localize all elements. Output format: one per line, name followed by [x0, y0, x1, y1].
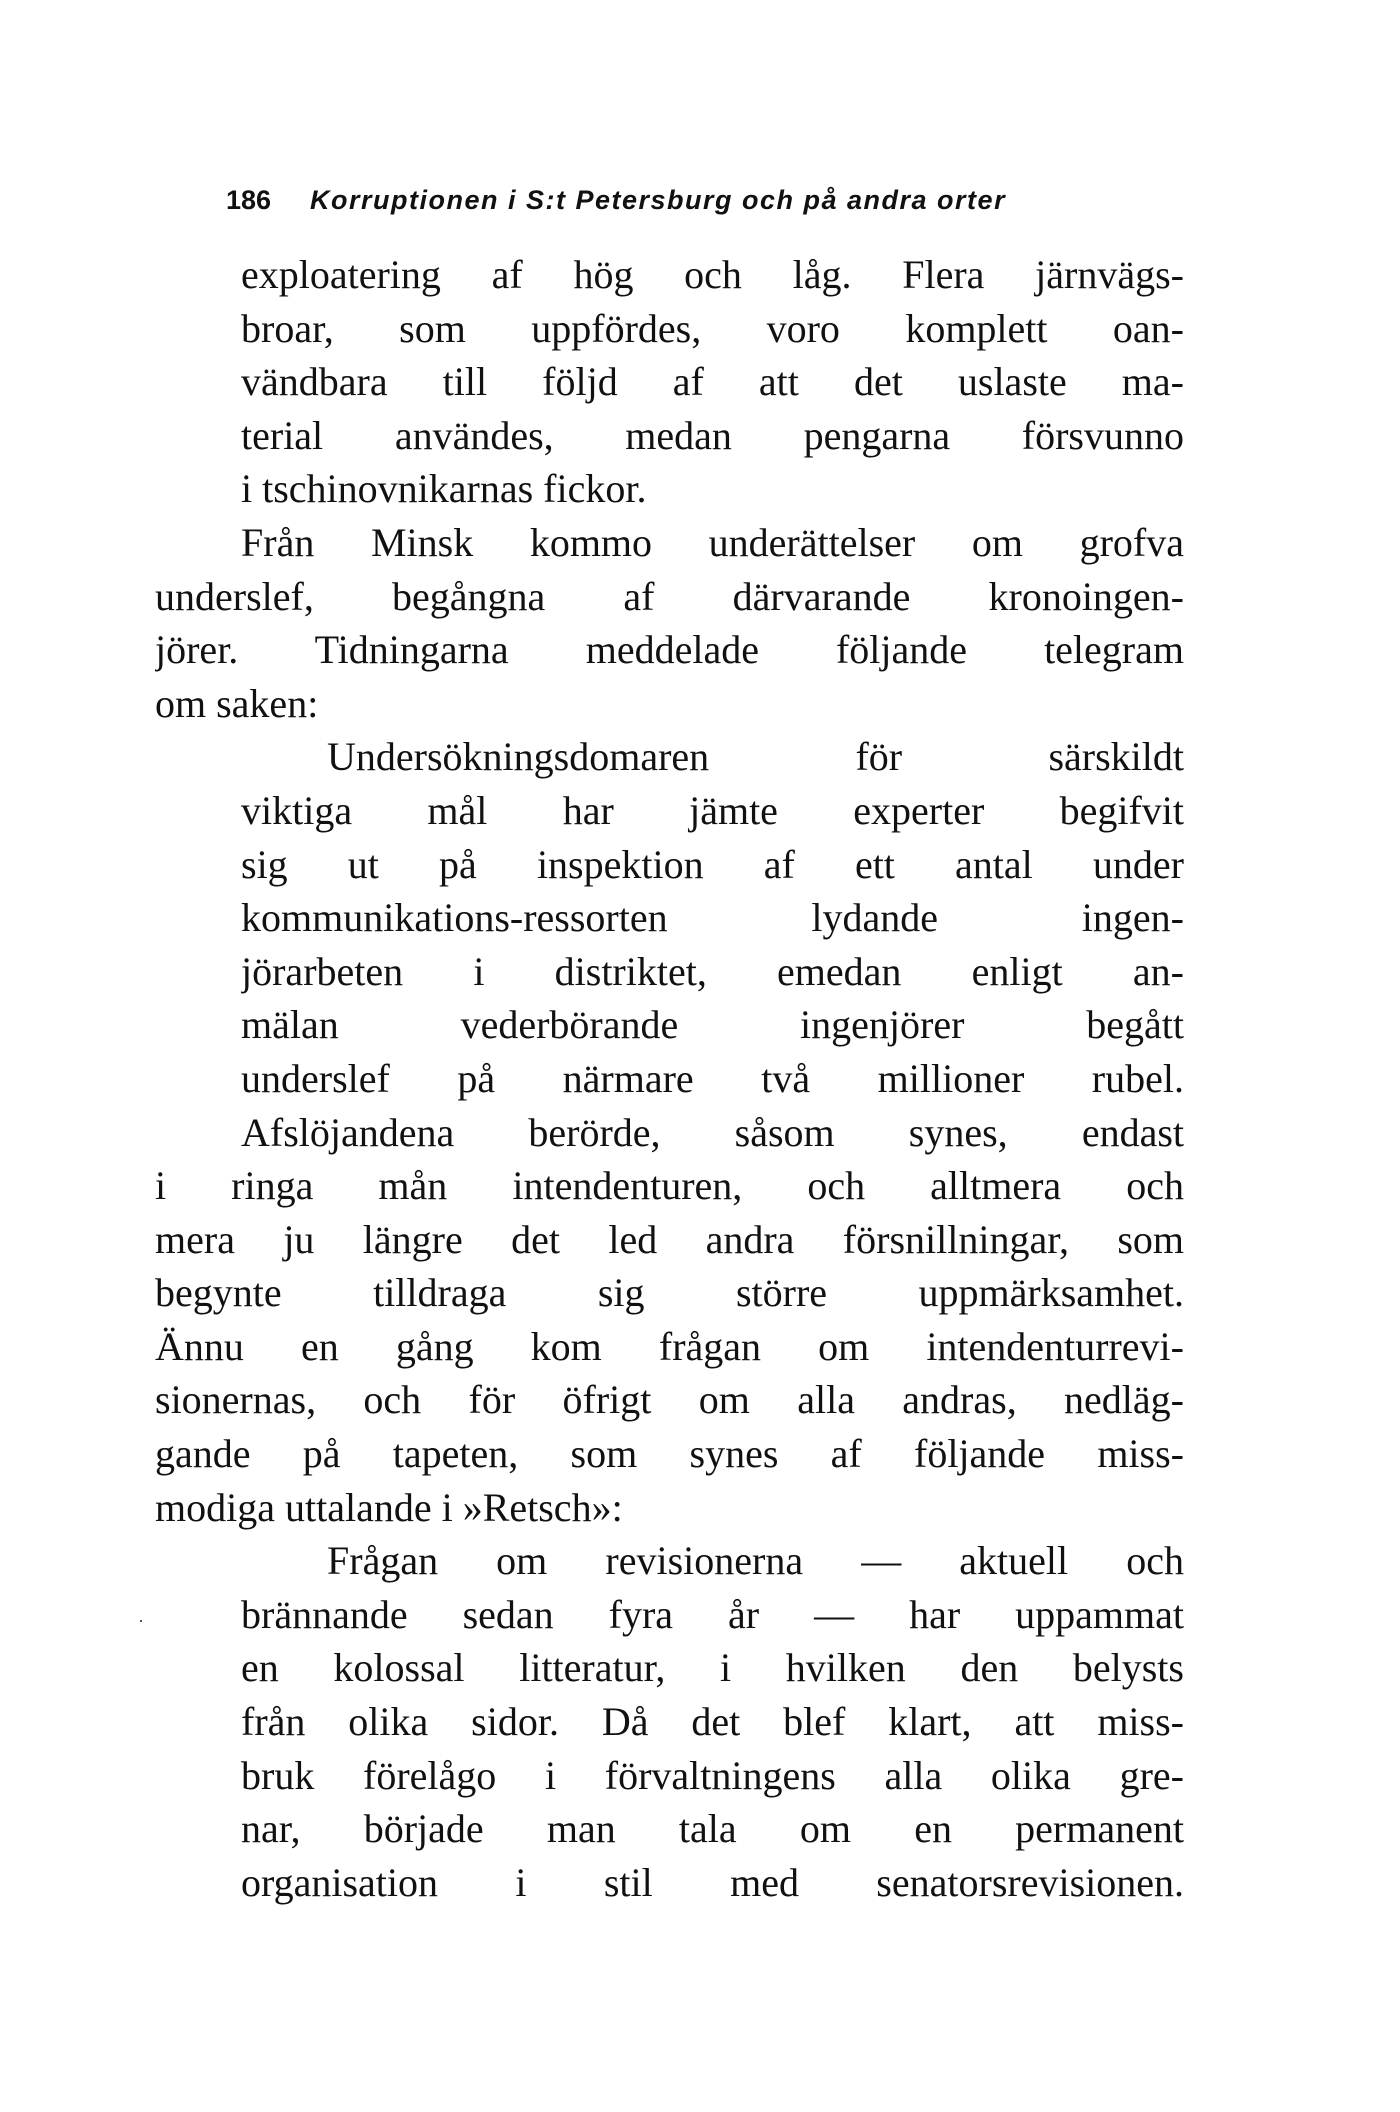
- text-line: gande på tapeten, som synes af följande miss-: [155, 1431, 1184, 1477]
- text-line: om saken:: [155, 680, 319, 726]
- text-line: Ännu en gång kom frågan om intendenturrevi-: [155, 1323, 1184, 1369]
- text-line: Afslöjandena berörde, såsom synes, endast: [241, 1109, 1184, 1155]
- text-line: broar, som uppfördes, voro komplett oan-: [241, 305, 1184, 351]
- quote-line: en kolossal litteratur, i hvilken den belysts: [241, 1645, 1184, 1691]
- quote-line: kommunikations-ressorten lydande ingen-: [241, 895, 1184, 941]
- text-line: terial användes, medan pengarna försvunno: [241, 412, 1184, 458]
- paragraph-minsk: [155, 516, 1184, 730]
- quote-line: brännande sedan fyra år — har uppammat: [241, 1591, 1184, 1637]
- quote-line: underslef på närmare två millioner rubel.: [241, 1055, 1184, 1101]
- running-title: Korruptionen i S:t Petersburg och på andra orter: [310, 185, 1007, 215]
- text-line: mera ju längre det led andra försnillningar, som: [155, 1216, 1184, 1262]
- running-head: [226, 180, 1186, 220]
- quote-line: bruk förelågo i förvaltningens alla olika gre-: [241, 1752, 1184, 1798]
- quote-line: från olika sidor. Då det blef klart, att miss-: [241, 1699, 1184, 1745]
- quote-line: Frågan om revisionerna — aktuell och: [327, 1538, 1184, 1584]
- text-line: jörer. Tidningarna meddelade följande telegram: [155, 627, 1184, 673]
- text-line: vändbara till följd af att det uslaste ma-: [241, 359, 1184, 405]
- body-text: [155, 248, 1184, 1909]
- quote-line: mälan vederbörande ingenjörer begått: [241, 1002, 1184, 1048]
- text-line: underslef, begångna af därvarande kronoingen-: [155, 573, 1184, 619]
- scan-speck: [140, 1620, 142, 1622]
- text-line: exploatering af hög och låg. Flera järnvägs-: [241, 252, 1184, 297]
- page-number: 186: [226, 185, 272, 215]
- quote-line: jörarbeten i distriktet, emedan enligt an-: [241, 948, 1184, 994]
- text-line: begynte tilldraga sig större uppmärksamhet.: [155, 1270, 1184, 1316]
- text-line: i tschinovnikarnas fickor.: [241, 466, 647, 512]
- text-line: i ringa mån intendenturen, och alltmera och: [155, 1163, 1184, 1209]
- quote-line: organisation i stil med senatorsrevisionen.: [241, 1859, 1184, 1905]
- paragraph-afslojandena: [155, 1106, 1184, 1535]
- quote-line: nar, började man tala om en permanent: [241, 1806, 1184, 1852]
- retsch-quote: [155, 1534, 1184, 1909]
- text-line: Från Minsk kommo underättelser om grofva: [241, 519, 1184, 565]
- telegram-quote: [155, 730, 1184, 1105]
- paragraph-continuation: [241, 248, 1184, 516]
- text-line: modiga uttalande i »Retsch»:: [155, 1484, 623, 1530]
- quote-line: Undersökningsdomaren för särskildt: [327, 734, 1184, 780]
- text-line: sionernas, och för öfrigt om alla andras, nedläg-: [155, 1377, 1184, 1423]
- quote-line: viktiga mål har jämte experter begifvit: [241, 787, 1184, 833]
- quote-line: sig ut på inspektion af ett antal under: [241, 841, 1184, 887]
